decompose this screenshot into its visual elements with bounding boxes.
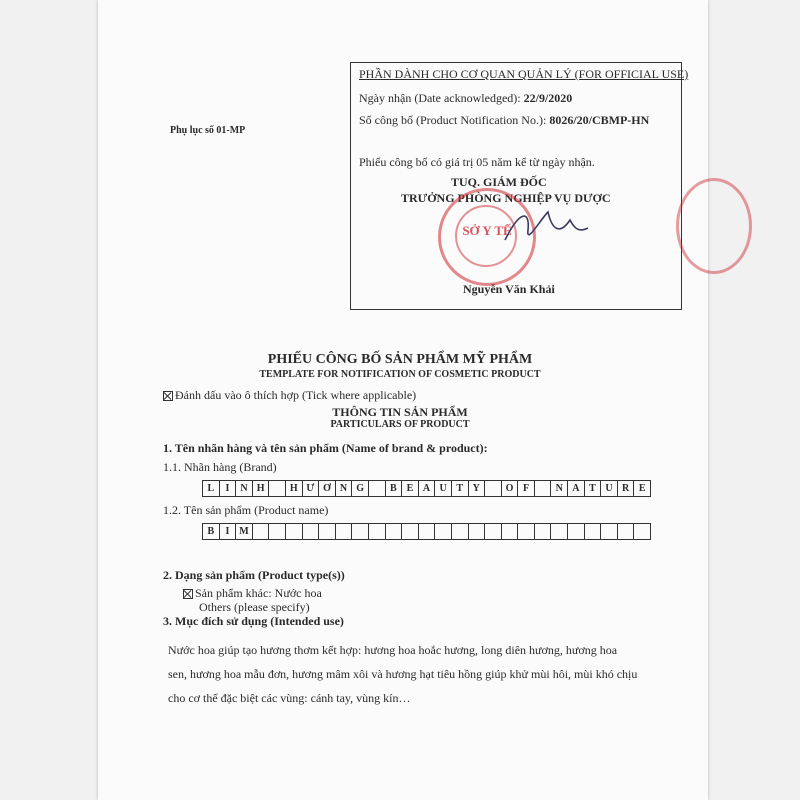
brand-label: 1.1. Nhãn hàng (Brand)	[163, 460, 277, 474]
signer-title-2: TRƯỞNG PHÒNG NGHIỆP VỤ DƯỢC	[401, 191, 611, 205]
char-cell: E	[638, 483, 646, 494]
char-cell: N	[236, 481, 253, 496]
char-cell	[369, 524, 386, 539]
char-cell	[352, 524, 369, 539]
char-cell: M	[236, 524, 253, 539]
char-cell: N	[551, 481, 568, 496]
char-cell: E	[402, 481, 419, 496]
char-cell	[634, 524, 650, 539]
date-label: Ngày nhận (Date acknowledged):	[359, 91, 521, 105]
form-title-en: TEMPLATE FOR NOTIFICATION OF COSMETIC PRODUCT	[259, 369, 541, 380]
appendix-label: Phụ lục số 01-MP	[170, 125, 246, 136]
signer-name: Nguyễn Văn Khải	[463, 282, 555, 296]
tick-note-text: Đánh dấu vào ô thích hợp (Tick where applicable)	[175, 388, 417, 402]
char-cell	[435, 524, 452, 539]
char-cell: Y	[469, 481, 486, 496]
number-label: Số công bố (Product Notification No.):	[359, 113, 547, 127]
date-acknowledged	[359, 91, 572, 106]
section-3-title: 3. Mục đích sử dụng (Intended use)	[163, 614, 344, 628]
char-cell	[568, 524, 585, 539]
char-cell	[402, 524, 419, 539]
char-cell: U	[601, 481, 618, 496]
char-cell	[336, 524, 353, 539]
validity-note: Phiếu công bố có giá trị 05 năm kể từ ngày nhận.	[359, 155, 595, 169]
char-cell	[585, 524, 602, 539]
product-label: 1.2. Tên sản phẩm (Product name)	[163, 503, 329, 517]
char-cell: G	[352, 481, 369, 496]
char-cell: A	[568, 481, 585, 496]
char-cell: H	[253, 481, 270, 496]
char-cell: U	[435, 481, 452, 496]
char-cell	[601, 524, 618, 539]
form-title-vi: PHIẾU CÔNG BỐ SẢN PHẨM MỸ PHẨM	[267, 352, 533, 367]
char-cell: H	[286, 481, 303, 496]
char-cell	[551, 524, 568, 539]
brand-char-grid	[202, 480, 651, 497]
section-1-title: 1. Tên nhãn hàng và tên sản phẩm (Name of brand & product):	[163, 441, 488, 455]
char-cell	[253, 524, 270, 539]
notification-number	[359, 113, 649, 128]
char-cell	[269, 524, 286, 539]
partial-seal-stamp	[676, 178, 752, 274]
signature-mark	[500, 200, 590, 250]
char-cell	[485, 481, 502, 496]
char-cell	[319, 524, 336, 539]
char-cell	[535, 524, 552, 539]
product-type-other-text: Sản phẩm khác: Nước hoa	[195, 586, 322, 600]
char-cell: Ư	[303, 481, 320, 496]
char-cell: A	[419, 481, 436, 496]
char-cell	[518, 524, 535, 539]
product-type-other	[183, 586, 322, 601]
char-cell	[535, 481, 552, 496]
char-cell: R	[618, 481, 635, 496]
char-cell	[419, 524, 436, 539]
char-cell: T	[585, 481, 602, 496]
section-2-title: 2. Dạng sản phẩm (Product type(s))	[163, 568, 345, 582]
char-cell: T	[452, 481, 469, 496]
char-cell	[269, 481, 286, 496]
intended-use-text: Nước hoa giúp tạo hương thơm kết hợp: hương hoa hoắc hương, long diên hương, hương hoa sen, hương hoa mẫu đơn, hương mâm xôi và hương hạt tiêu hồng giúp khử mùi hôi, mùi khó chịu cho cơ thể đặc biệt các vùng: cánh tay, vùng kín…	[168, 643, 638, 705]
char-cell	[469, 524, 486, 539]
number-value: 8026/20/CBMP-HN	[549, 113, 650, 127]
checked-box-icon	[183, 589, 193, 599]
checked-box-icon	[163, 391, 173, 401]
signer-title-1: TUQ. GIÁM ĐỐC	[451, 175, 547, 189]
char-cell: N	[336, 481, 353, 496]
char-cell	[303, 524, 320, 539]
char-cell	[502, 524, 519, 539]
stamp-text: SỞ Y TẾ	[462, 223, 512, 238]
official-header: PHẦN DÀNH CHO CƠ QUAN QUẢN LÝ (FOR OFFICIAL USE)	[359, 67, 689, 81]
product-char-grid	[202, 523, 651, 540]
char-cell: B	[386, 481, 403, 496]
char-cell: Ơ	[319, 481, 336, 496]
char-cell	[618, 524, 635, 539]
char-cell: I	[220, 524, 237, 539]
char-cell	[452, 524, 469, 539]
char-cell: L	[203, 481, 220, 496]
section-title-vi: THÔNG TIN SẢN PHẨM	[332, 405, 468, 419]
char-cell	[386, 524, 403, 539]
char-cell: F	[518, 481, 535, 496]
char-cell	[286, 524, 303, 539]
char-cell: O	[502, 481, 519, 496]
section-title-en: PARTICULARS OF PRODUCT	[330, 419, 470, 430]
tick-note	[163, 388, 416, 403]
product-type-other-en: Others (please specify)	[199, 600, 310, 614]
date-value: 22/9/2020	[523, 91, 573, 105]
char-cell: I	[220, 481, 237, 496]
char-cell: B	[203, 524, 220, 539]
char-cell	[369, 481, 386, 496]
char-cell	[485, 524, 502, 539]
